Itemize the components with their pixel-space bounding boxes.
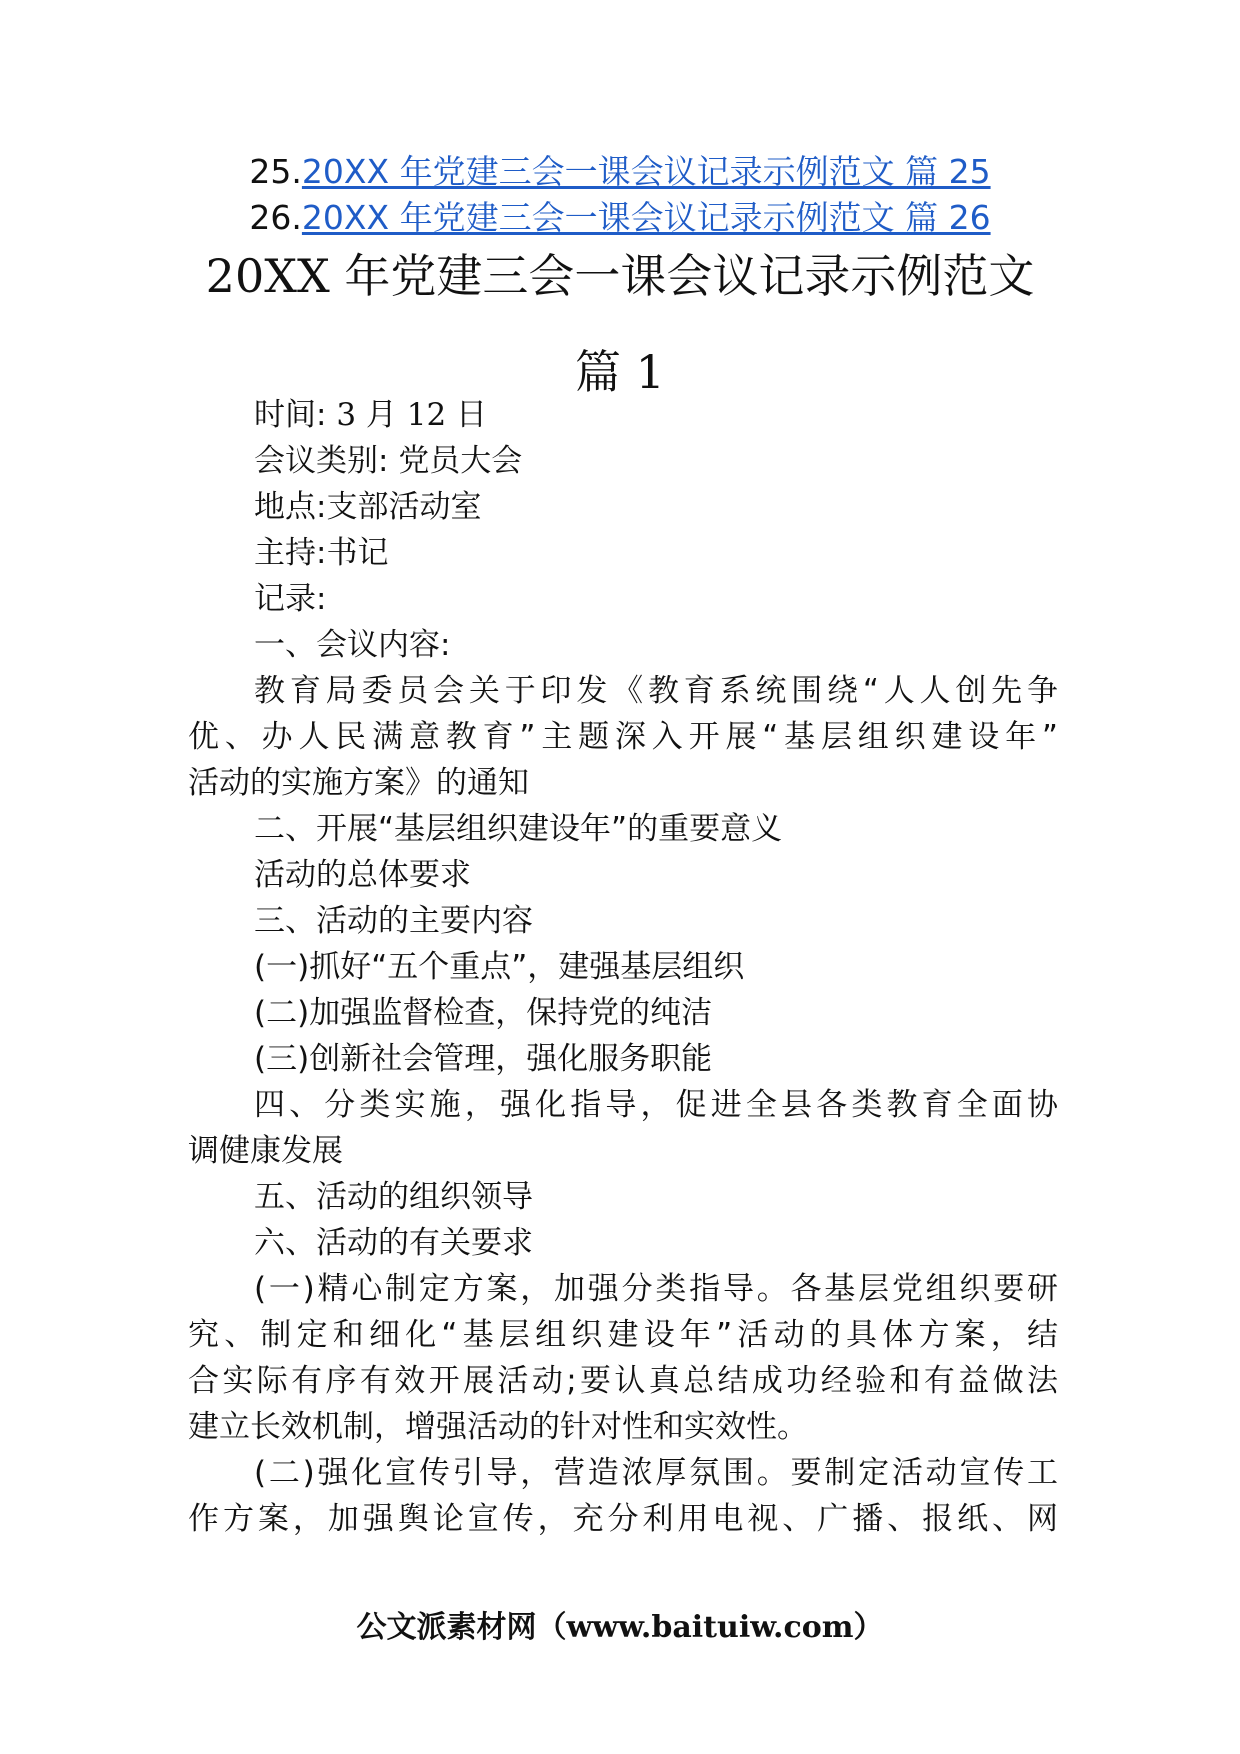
meta-time-label: 时间: bbox=[254, 397, 337, 433]
paragraph-line: 二、开展“基层组织建设年”的重要意义 bbox=[254, 811, 783, 847]
paragraph-line: 五、活动的组织领导 bbox=[254, 1179, 533, 1215]
paragraph-line: 活动的实施方案》的通知 bbox=[188, 765, 529, 801]
toc-link-25[interactable]: 20XX 年党建三会一课会议记录示例范文 篇 25 bbox=[301, 152, 991, 191]
toc-link-26[interactable]: 20XX 年党建三会一课会议记录示例范文 篇 26 bbox=[301, 198, 991, 237]
paragraph-line: 四、分类实施，强化指导，促进全县各类教育全面协 bbox=[254, 1087, 1058, 1123]
paragraph-line: 三、活动的主要内容 bbox=[254, 903, 533, 939]
paragraph-line: 优、办人民满意教育”主题深入开展“基层组织建设年” bbox=[188, 719, 1058, 755]
meta-category-label: 会议类别: bbox=[254, 443, 399, 479]
meta-category bbox=[188, 438, 1058, 484]
paragraph-line: 一、会议内容: bbox=[254, 627, 451, 663]
paragraph-line: 作方案，加强舆论宣传，充分利用电视、广播、报纸、网 bbox=[188, 1501, 1058, 1537]
paragraph-line: 六、活动的有关要求 bbox=[254, 1225, 533, 1261]
toc-number: 25. bbox=[249, 152, 302, 191]
paragraph-line: (二)加强监督检查，保持党的纯洁 bbox=[254, 995, 713, 1031]
title-line-1: 20XX 年党建三会一课会议记录示例范文 bbox=[205, 249, 1035, 303]
document-body bbox=[188, 392, 1058, 1542]
paragraph-line: 建立长效机制，增强活动的针对性和实效性。 bbox=[188, 1409, 808, 1445]
meta-category-value: 党员大会 bbox=[398, 443, 523, 479]
paragraph-line: 教育局委员会关于印发《教育系统围绕“人人创先争 bbox=[254, 673, 1058, 709]
meta-host: 主持:书记 bbox=[254, 535, 389, 571]
meta-time-value: 3 月 12 日 bbox=[336, 397, 488, 433]
paragraph-line: (一)精心制定方案，加强分类指导。各基层党组织要研 bbox=[254, 1271, 1058, 1307]
title-line-2: 篇 1 bbox=[575, 345, 665, 399]
paragraph-line: 调健康发展 bbox=[188, 1133, 343, 1169]
meta-place: 地点:支部活动室 bbox=[254, 489, 482, 525]
paragraph-line: 究、制定和细化“基层组织建设年”活动的具体方案，结 bbox=[188, 1317, 1058, 1353]
paragraph-line: 活动的总体要求 bbox=[254, 857, 471, 893]
meta-time bbox=[188, 392, 1058, 438]
paragraph-line: (二)强化宣传引导，营造浓厚氛围。要制定活动宣传工 bbox=[254, 1455, 1058, 1491]
page-footer: 公文派素材网（www.baituiw.com） bbox=[356, 1610, 884, 1645]
meta-record: 记录: bbox=[254, 581, 327, 617]
toc-item-25 bbox=[0, 149, 1240, 195]
toc-number: 26. bbox=[249, 198, 302, 237]
paragraph-line: 合实际有序有效开展活动;要认真总结成功经验和有益做法 bbox=[188, 1363, 1058, 1399]
paragraph-line: (一)抓好“五个重点”，建强基层组织 bbox=[254, 949, 745, 985]
paragraph-line: (三)创新社会管理，强化服务职能 bbox=[254, 1041, 713, 1077]
